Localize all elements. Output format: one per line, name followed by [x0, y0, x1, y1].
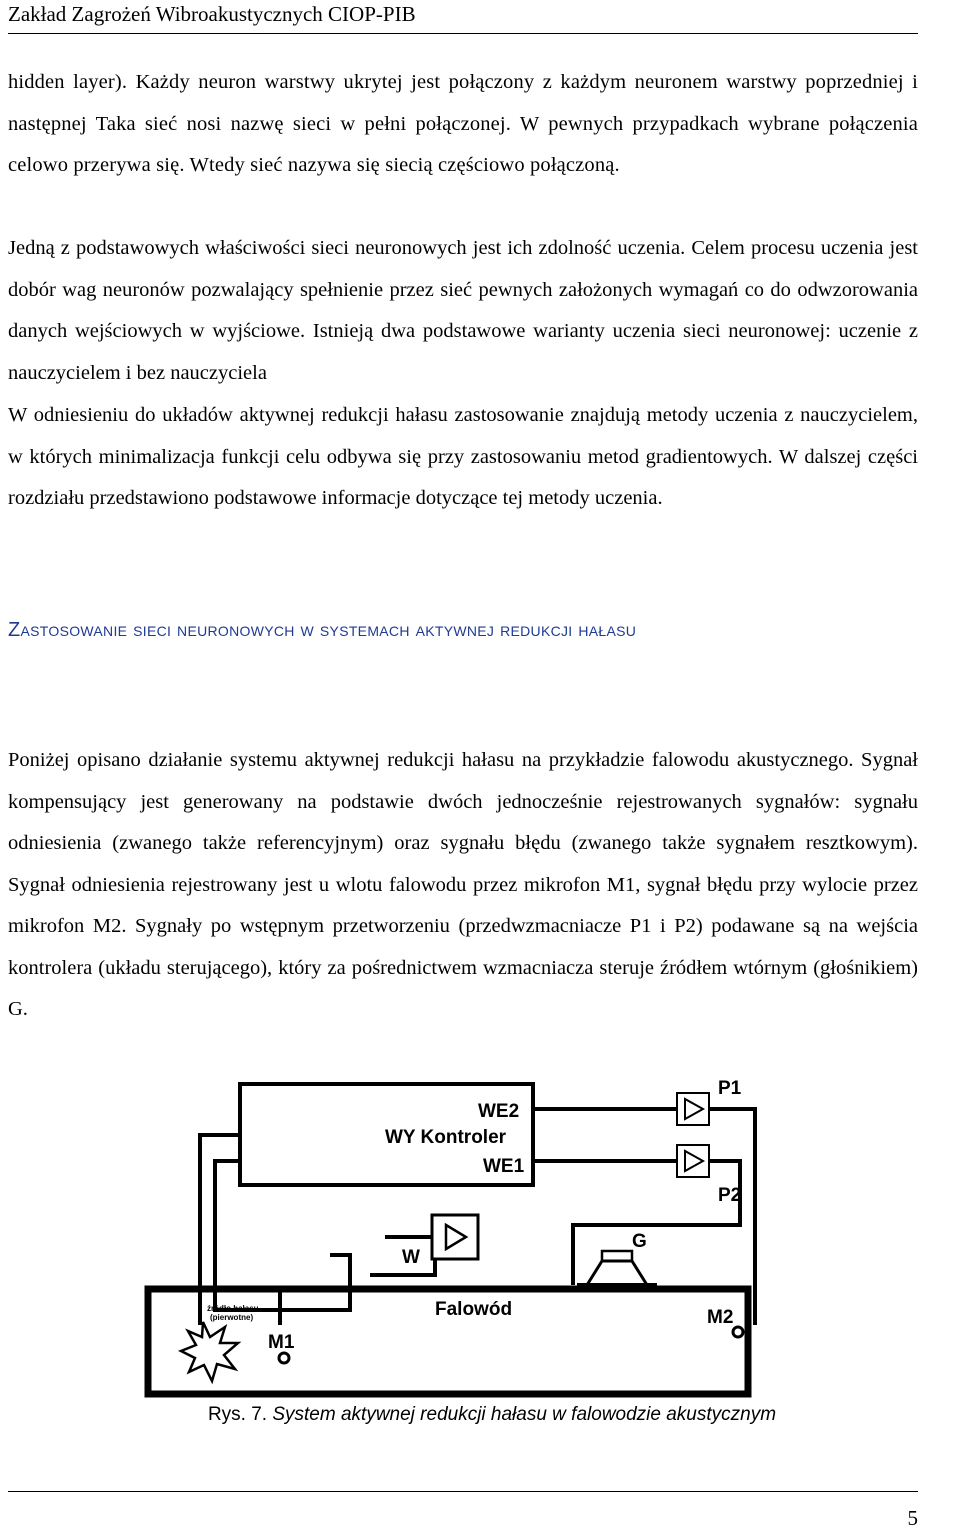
label-p2: P2: [718, 1185, 742, 1206]
header-rule: [8, 33, 918, 34]
noise-burst-icon: [181, 1322, 238, 1381]
label-m1: M1: [268, 1332, 295, 1353]
microphone-m1: [268, 1332, 295, 1363]
label-source-line1: źródło hałasu: [207, 1304, 259, 1313]
caption-title: System aktywnej redukcji hałasu w falowodzie akustycznym: [272, 1404, 777, 1425]
preamp-p2: [677, 1145, 741, 1206]
label-m2: M2: [707, 1307, 734, 1328]
noise-source: [181, 1304, 259, 1381]
page-number: 5: [907, 1506, 918, 1530]
label-we1: WE1: [483, 1156, 525, 1177]
paragraph-gradient-methods: W odniesieniu do układów aktywnej redukcji hałasu zastosowanie znajdują metody uczenia z nauczycielem, w których minimalizacja funkcji celu odbywa się przy zastosowaniu metod gradientowych. W dalszej części rozdziału przedstawiono podstawowe informacje dotyczące tej metody uczenia.: [8, 404, 918, 509]
figure-anc-system: [140, 1075, 780, 1405]
running-header: Zakład Zagrożeń Wibroakustycznych CIOP-PIB: [8, 2, 416, 26]
caption-number: Rys. 7.: [207, 1404, 268, 1425]
amplifier-w: [402, 1215, 478, 1268]
speaker-g: [577, 1231, 657, 1285]
label-we2: WE2: [478, 1101, 520, 1122]
footer-rule: [8, 1491, 918, 1492]
label-w: W: [402, 1247, 420, 1268]
paragraph-learning: Jedną z podstawowych właściwości sieci neuronowych jest ich zdolność uczenia. Celem procesu uczenia jest dobór wag neuronów pozwalający spełnienie przez sieć pewnych założonych wymagań co do odwzorowania danych wejściowych w wyjściowe. Istnieją dwa podstawowe warianty uczenia sieci neuronowej: uczenie z nauczycielem i bez nauczyciela: [8, 237, 918, 384]
preamp-p1: [677, 1078, 742, 1125]
section-heading: Zastosowanie sieci neuronowych w systemach aktywnej redukcji hałasu: [8, 619, 637, 641]
figure-caption: [0, 1402, 960, 1428]
anc-diagram: [140, 1075, 780, 1405]
microphone-m2: [707, 1307, 743, 1337]
paragraph-system-description: Poniżej opisano działanie systemu aktywnej redukcji hałasu na przykładzie falowodu akustycznego. Sygnał kompensujący jest generowany na podstawie dwóch jednocześnie rejestrowanych sygnałów: sygnału odniesienia (zwanego także referencyjnym) oraz sygnału błędu (zwanego także sygnałem resztkowym). Sygnał odniesienia rejestrowany jest u wlotu falowodu przez mikrofon M1, sygnał błędu przy wylocie przez mikrofon M2. Sygnały po wstępnym przetworzeniu (przedwzmacniacze P1 i P2) podawane są na wejścia kontrolera (układu sterującego), który za pośrednictwem wzmacniacza steruje źródłem wtórnym (głośnikiem) G.: [8, 749, 918, 1020]
controller-box: [240, 1084, 533, 1185]
paragraph-hidden-layer: hidden layer). Każdy neuron warstwy ukrytej jest połączony z każdym neuronem warstwy poprzedniej i następnej Taka sieć nosi nazwę sieci w pełni połączonej. W pewnych przypadkach wybrane połączenia celowo przerywa się. Wtedy sieć nazywa się siecią częściowo połączoną.: [8, 71, 918, 176]
label-wy-kontroler: WY Kontroler: [385, 1127, 507, 1148]
label-source-line2: (pierwotne): [210, 1313, 254, 1322]
label-p1: P1: [718, 1078, 742, 1099]
label-g: G: [632, 1231, 647, 1252]
label-falowod: Falowód: [435, 1299, 513, 1320]
